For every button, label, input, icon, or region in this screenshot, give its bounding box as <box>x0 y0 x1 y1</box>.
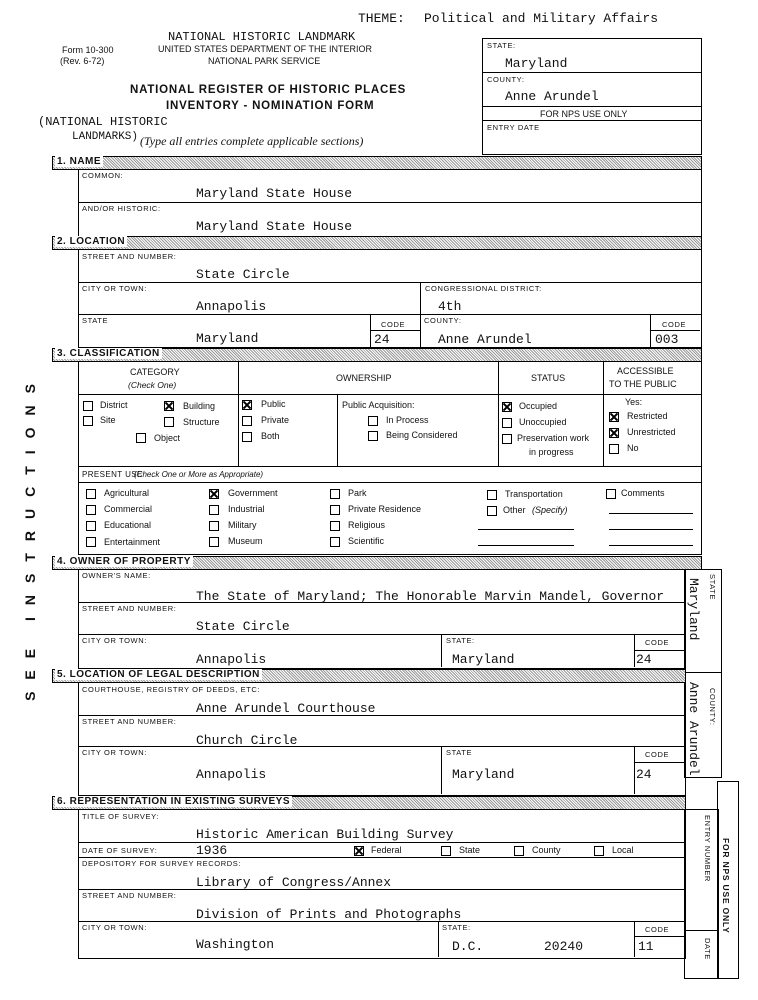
category-subheading: (Check One) <box>128 380 177 390</box>
transportation-checkbox[interactable] <box>487 490 497 500</box>
nps-use-label: FOR NPS USE ONLY <box>540 109 628 119</box>
section-1-bar <box>52 156 702 170</box>
form-title-1: NATIONAL REGISTER OF HISTORIC PLACES <box>130 84 407 96</box>
scientific-label: Scientific <box>348 536 385 546</box>
owner-code-label: CODE <box>645 638 670 647</box>
legal-city-value: Annapolis <box>196 767 267 782</box>
object-checkbox[interactable] <box>136 433 146 443</box>
survey-state-value: D.C. <box>452 939 484 954</box>
side-county-label: COUNTY: <box>708 688 717 726</box>
accessible-no-label: No <box>627 443 639 453</box>
location-box <box>78 249 702 348</box>
entry-date-strip-label: DATE <box>703 938 712 960</box>
owner-street-label: STREET AND NUMBER: <box>82 604 177 613</box>
educational-checkbox[interactable] <box>86 521 96 531</box>
owner-state-value: Maryland <box>452 652 515 667</box>
restricted-checkbox[interactable] <box>609 412 619 422</box>
object-label: Object <box>154 433 181 443</box>
industrial-checkbox[interactable] <box>209 505 219 515</box>
public-checkbox[interactable] <box>242 400 252 410</box>
accessible-heading-2: TO THE PUBLIC <box>609 379 677 389</box>
other-label: Other <box>503 505 526 515</box>
landmark-stamp-1: (NATIONAL HISTORIC <box>38 115 168 129</box>
preservation-checkbox[interactable] <box>502 434 512 444</box>
religious-label: Religious <box>348 520 386 530</box>
entry-strip-box <box>684 809 719 979</box>
entertainment-checkbox[interactable] <box>86 537 96 547</box>
unrestricted-checkbox[interactable] <box>609 428 619 438</box>
theme-value: Political and Military Affairs <box>424 11 659 26</box>
section-4-title: 4. OWNER OF PROPERTY <box>57 556 191 567</box>
side-county-value: Anne Arundel <box>686 682 701 776</box>
state-code-label: CODE <box>381 320 406 329</box>
scientific-checkbox[interactable] <box>330 537 340 547</box>
site-label: Site <box>100 415 116 425</box>
occupied-checkbox[interactable] <box>502 402 512 412</box>
survey-date-label: DATE OF SURVEY: <box>82 846 158 855</box>
district-label: District <box>100 400 128 410</box>
nps-use-only-strip-label: FOR NPS USE ONLY <box>721 838 731 934</box>
street-value: State Circle <box>196 267 290 282</box>
status-heading: STATUS <box>531 373 566 383</box>
historic-label: AND/OR HISTORIC: <box>82 204 161 213</box>
building-label: Building <box>183 401 216 411</box>
religious-checkbox[interactable] <box>330 521 340 531</box>
survey-code-value: 11 <box>638 939 654 954</box>
restricted-label: Restricted <box>627 411 668 421</box>
structure-checkbox[interactable] <box>164 417 174 427</box>
county-survey-label: County <box>532 845 561 855</box>
museum-checkbox[interactable] <box>209 537 219 547</box>
survey-city-label: CITY OR TOWN: <box>82 923 147 932</box>
county-box-value: Anne Arundel <box>505 89 599 104</box>
street-label: STREET AND NUMBER: <box>82 252 177 261</box>
private-residence-checkbox[interactable] <box>330 505 340 515</box>
unrestricted-label: Unrestricted <box>627 427 676 437</box>
state-value: Maryland <box>196 331 259 346</box>
form-title-2: INVENTORY - NOMINATION FORM <box>166 100 375 112</box>
legal-code-value: 24 <box>636 767 652 782</box>
theme-label: THEME: <box>358 11 405 26</box>
owner-code-value: 24 <box>636 652 652 667</box>
park-label: Park <box>348 488 367 498</box>
government-label: Government <box>228 488 278 498</box>
state-box-value: Maryland <box>505 56 568 71</box>
present-use-subheading: (Check One or More as Appropriate) <box>134 470 264 479</box>
both-label: Both <box>261 431 280 441</box>
courthouse-value: Anne Arundel Courthouse <box>196 701 376 716</box>
side-state-label: STATE <box>708 574 717 601</box>
depository-label: DEPOSITORY FOR SURVEY RECORDS: <box>82 859 242 868</box>
private-label: Private <box>261 415 290 425</box>
owner-box <box>78 569 686 669</box>
legal-street-label: STREET AND NUMBER: <box>82 717 177 726</box>
section-3-title: 3. CLASSIFICATION <box>57 348 160 359</box>
city-value: Annapolis <box>196 299 267 314</box>
preservation-label-2: in progress <box>529 447 574 457</box>
section-2-title: 2. LOCATION <box>57 236 126 247</box>
entry-number-label: ENTRY NUMBER <box>703 815 712 882</box>
district-checkbox[interactable] <box>83 401 93 411</box>
legal-description-box <box>78 682 686 796</box>
local-survey-label: Local <box>612 845 634 855</box>
survey-title-label: TITLE OF SURVEY: <box>82 812 159 821</box>
county-code-label: CODE <box>662 320 687 329</box>
private-checkbox[interactable] <box>242 416 252 426</box>
section-6-title: 6. REPRESENTATION IN EXISTING SURVEYS <box>57 796 290 807</box>
building-checkbox[interactable] <box>164 401 174 411</box>
ownership-heading: OWNERSHIP <box>336 373 392 383</box>
section-5-title: 5. LOCATION OF LEGAL DESCRIPTION <box>57 669 260 680</box>
classification-box <box>78 361 702 555</box>
unoccupied-checkbox[interactable] <box>502 418 512 428</box>
no-checkbox[interactable] <box>609 444 619 454</box>
survey-title-value: Historic American Building Survey <box>196 827 454 842</box>
private-residence-label: Private Residence <box>348 504 422 514</box>
public-acquisition-label: Public Acquisition: <box>342 400 415 410</box>
military-label: Military <box>228 520 257 530</box>
state-survey-label: State <box>459 845 481 855</box>
state-survey-checkbox[interactable] <box>441 846 451 856</box>
other-checkbox[interactable] <box>487 506 497 516</box>
agency-line2: NATIONAL PARK SERVICE <box>208 56 321 66</box>
see-instructions-text: SEE INSTRUCTIONS <box>22 372 38 701</box>
city-label: CITY OR TOWN: <box>82 284 147 293</box>
entry-date-label: ENTRY DATE <box>487 123 540 132</box>
historic-name-value: Maryland State House <box>196 219 353 234</box>
survey-code-label: CODE <box>645 925 670 934</box>
survey-street-value: Division of Prints and Photographs <box>196 907 462 922</box>
specify-label: (Specify) <box>532 505 568 515</box>
landmark-stamp-2: LANDMARKS) <box>72 131 139 143</box>
unoccupied-label: Unoccupied <box>519 417 567 427</box>
legal-city-label: CITY OR TOWN: <box>82 748 147 757</box>
federal-label: Federal <box>371 845 402 855</box>
state-label: STATE <box>82 316 109 325</box>
accessible-yes-label: Yes: <box>625 397 643 407</box>
survey-street-label: STREET AND NUMBER: <box>82 891 177 900</box>
park-checkbox[interactable] <box>330 489 340 499</box>
county-box-label: COUNTY: <box>487 75 525 84</box>
being-considered-checkbox[interactable] <box>368 431 378 441</box>
legal-street-value: Church Circle <box>196 733 298 748</box>
entertainment-label: Entertainment <box>104 537 161 547</box>
state-code-value: 24 <box>374 332 390 347</box>
industrial-label: Industrial <box>228 504 265 514</box>
county-code-value: 003 <box>655 332 679 347</box>
commercial-label: Commercial <box>104 504 153 514</box>
courthouse-label: COURTHOUSE, REGISTRY OF DEEDS, ETC: <box>82 685 261 694</box>
being-considered-label: Being Considered <box>386 430 458 440</box>
congressional-district-label: CONGRESSIONAL DISTRICT: <box>425 284 542 293</box>
local-survey-checkbox[interactable] <box>594 846 604 856</box>
comments-checkbox[interactable] <box>606 489 616 499</box>
landmark-heading: NATIONAL HISTORIC LANDMARK <box>168 30 356 44</box>
legal-state-label: STATE <box>446 748 473 757</box>
public-label: Public <box>261 399 286 409</box>
survey-city-value: Washington <box>196 937 275 952</box>
form-number: Form 10-300 <box>62 45 114 55</box>
owner-name-label: OWNER'S NAME: <box>82 571 151 580</box>
owner-city-label: CITY OR TOWN: <box>82 636 147 645</box>
county-survey-checkbox[interactable] <box>514 846 524 856</box>
survey-date-value: 1936 <box>196 843 228 858</box>
present-use-label: PRESENT USE <box>82 470 143 479</box>
congressional-district-value: 4th <box>438 299 462 314</box>
side-state-value: Maryland <box>686 578 701 641</box>
form-revision: (Rev. 6-72) <box>60 56 105 66</box>
owner-name-value: The State of Maryland; The Honorable Marvin Mandel, Governor <box>196 589 665 604</box>
type-instructions: (Type all entries complete applicable sections) <box>140 134 364 148</box>
section-2-bar <box>52 236 702 250</box>
survey-zip-value: 20240 <box>544 939 584 954</box>
legal-state-value: Maryland <box>452 767 515 782</box>
commercial-checkbox[interactable] <box>86 505 96 515</box>
agency-line1: UNITED STATES DEPARTMENT OF THE INTERIOR <box>158 44 373 54</box>
transportation-label: Transportation <box>505 489 563 499</box>
museum-label: Museum <box>228 536 263 546</box>
section-1-title: 1. NAME <box>57 156 102 167</box>
federal-checkbox[interactable] <box>354 846 364 856</box>
state-box-label: STATE: <box>487 41 516 50</box>
agricultural-checkbox[interactable] <box>86 489 96 499</box>
common-label: COMMON: <box>82 171 124 180</box>
owner-street-value: State Circle <box>196 619 290 634</box>
depository-value: Library of Congress/Annex <box>196 875 392 890</box>
survey-state-label: STATE: <box>442 923 471 932</box>
occupied-label: Occupied <box>519 401 558 411</box>
legal-code-label: CODE <box>645 750 670 759</box>
in-process-checkbox[interactable] <box>368 416 378 426</box>
government-checkbox[interactable] <box>209 489 219 499</box>
both-checkbox[interactable] <box>242 432 252 442</box>
category-heading: CATEGORY <box>130 367 180 377</box>
accessible-heading-1: ACCESSIBLE <box>617 366 674 376</box>
in-process-label: In Process <box>386 415 429 425</box>
educational-label: Educational <box>104 520 152 530</box>
county-value: Anne Arundel <box>438 332 532 347</box>
owner-city-value: Annapolis <box>196 652 267 667</box>
common-name-value: Maryland State House <box>196 186 353 201</box>
structure-label: Structure <box>183 417 220 427</box>
name-box <box>78 169 702 237</box>
site-checkbox[interactable] <box>83 416 93 426</box>
comments-label: Comments <box>621 488 665 498</box>
owner-state-label: STATE: <box>446 636 475 645</box>
agricultural-label: Agricultural <box>104 488 150 498</box>
preservation-label-1: Preservation work <box>517 433 590 443</box>
county-label: COUNTY: <box>424 316 462 325</box>
military-checkbox[interactable] <box>209 521 219 531</box>
